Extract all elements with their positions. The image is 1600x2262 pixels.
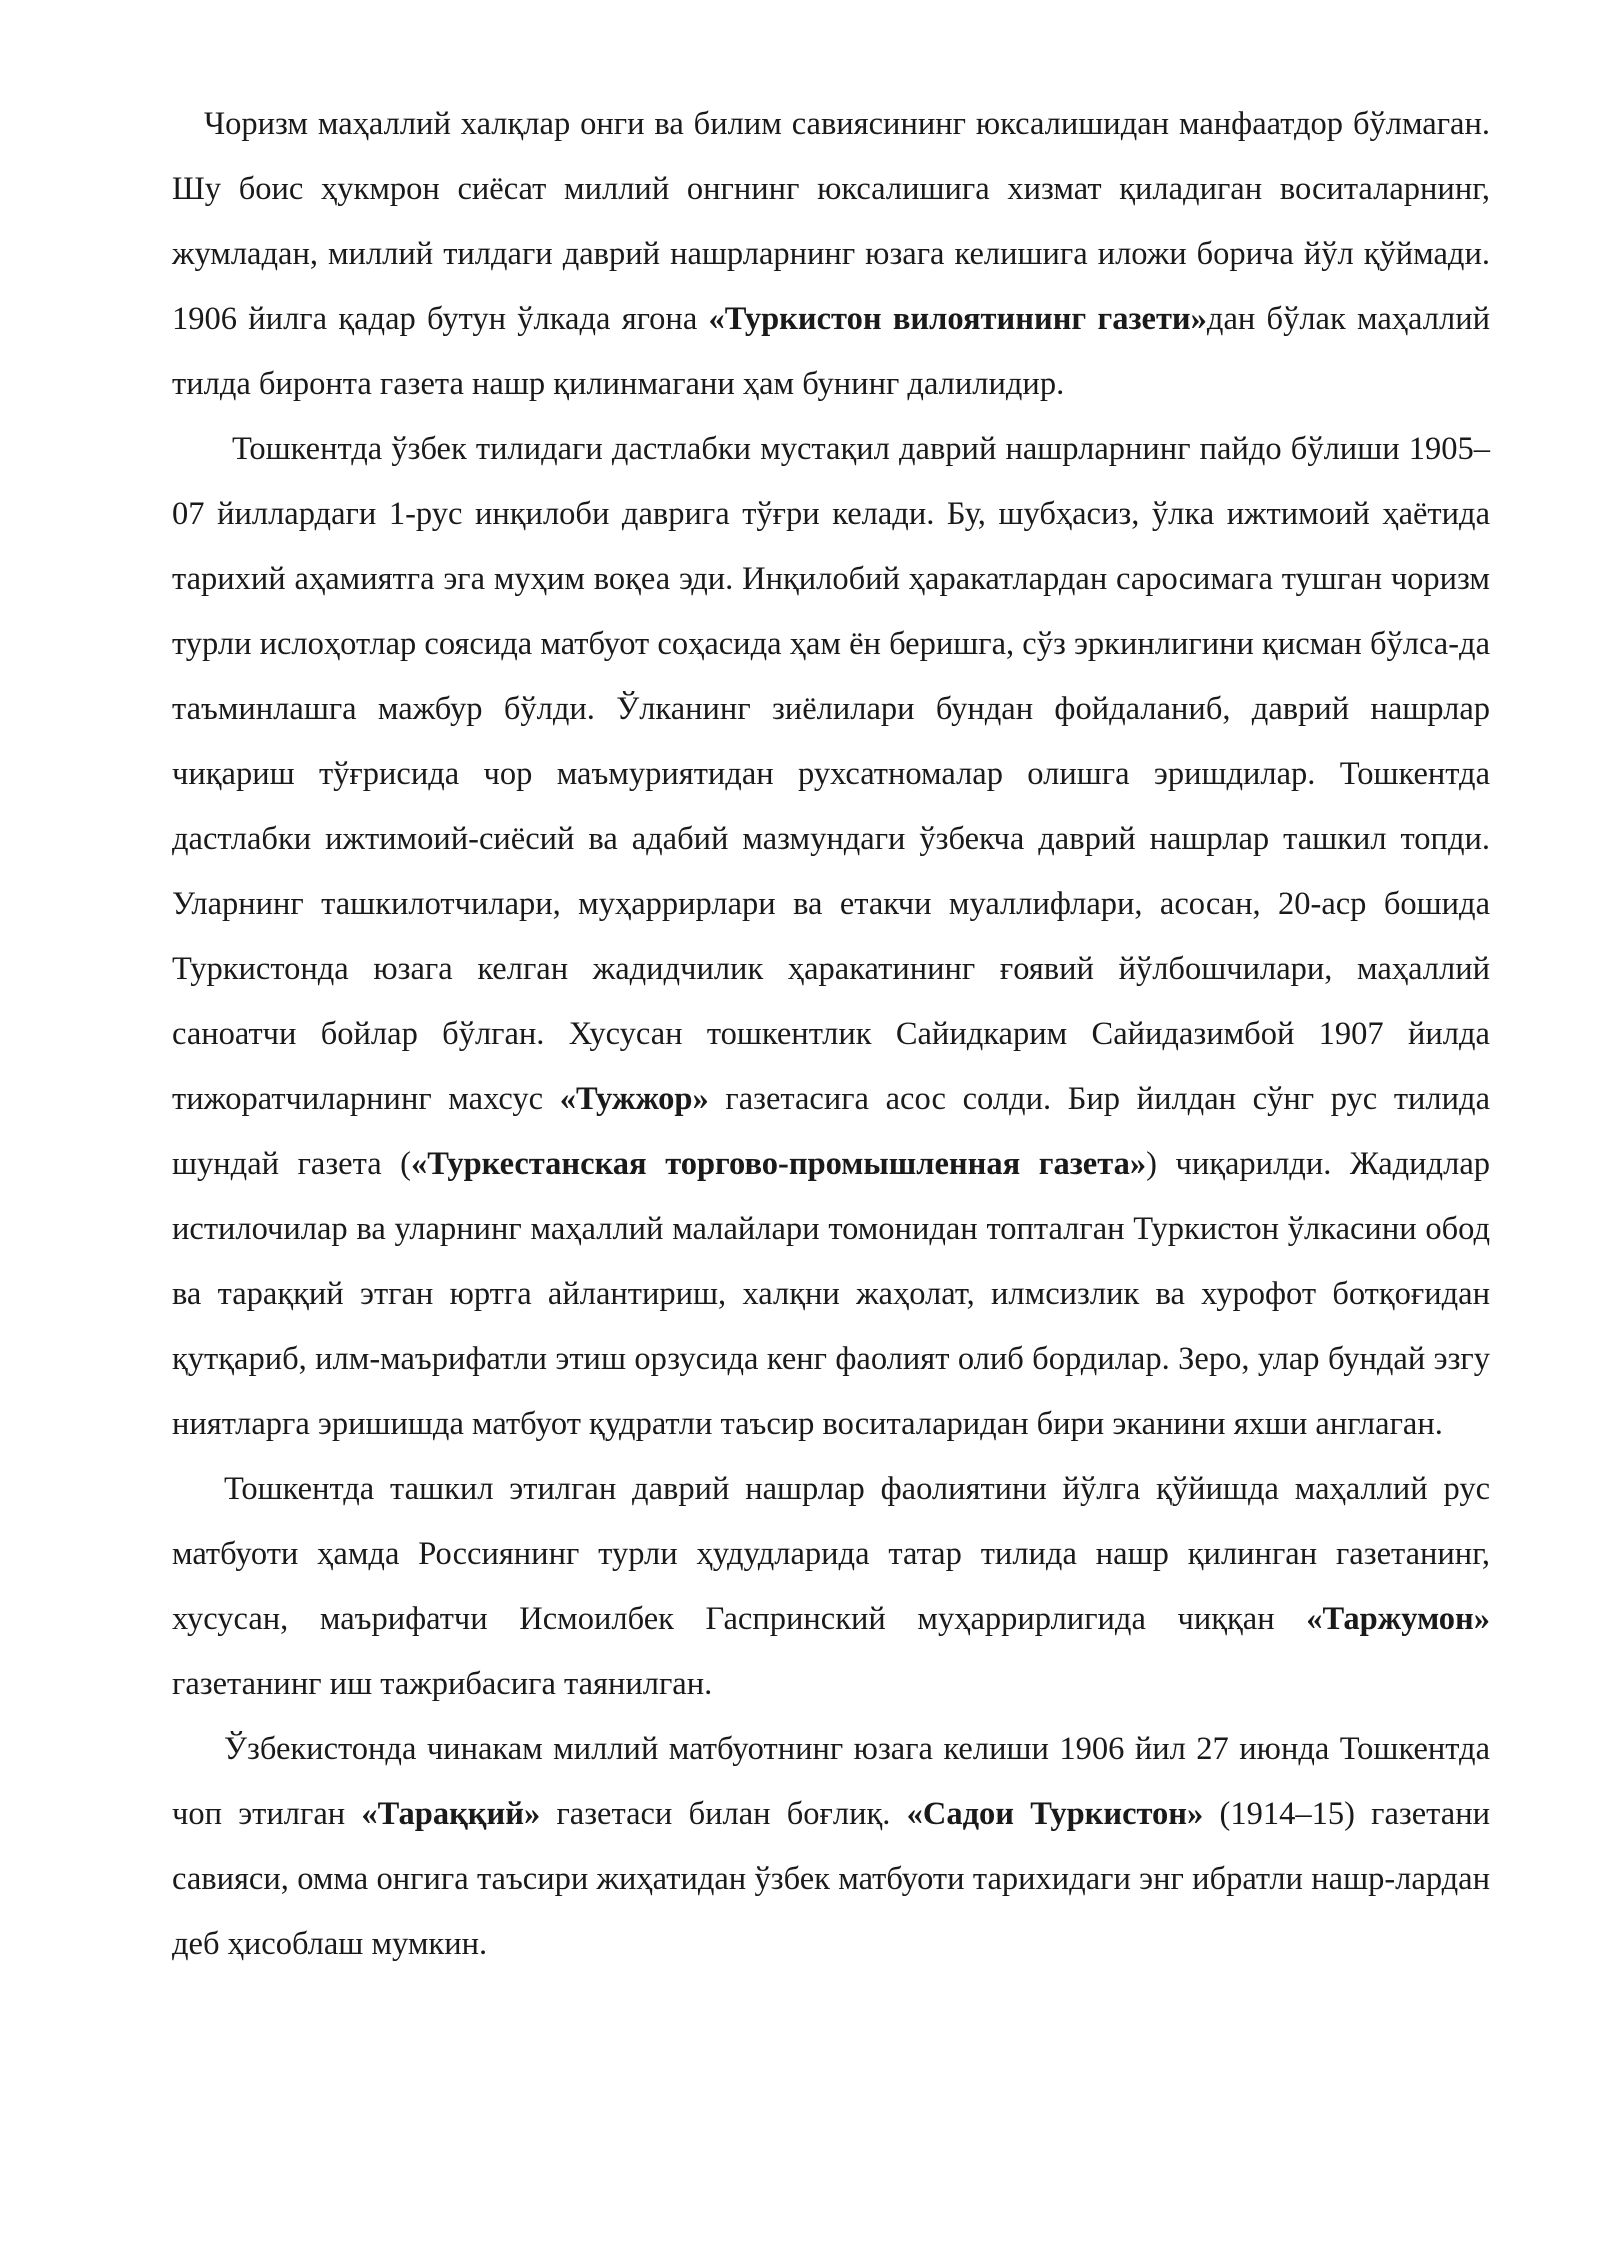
paragraph-2	[172, 417, 1490, 1457]
newspaper-title-sadoi-turkiston: «Садои Туркистон»	[906, 1796, 1204, 1832]
paragraph-1	[172, 92, 1490, 417]
newspaper-title-torgovo-promyshlennaya: «Туркестанская торгово-промышленная газета»	[411, 1146, 1147, 1182]
paragraph-1-text-2: дан бўлак маҳаллий тилда биронта газета нашр қилинмагани ҳам бунинг далилидир.	[172, 301, 1490, 402]
paragraph-3	[172, 1457, 1490, 1717]
paragraph-3-text-2: газетанинг иш тажрибасига таянилган.	[172, 1666, 713, 1702]
newspaper-title-tarjumon: «Таржумон»	[1306, 1601, 1490, 1637]
document-page	[172, 92, 1490, 1977]
paragraph-4	[172, 1717, 1490, 1977]
paragraph-2-text-1: Тошкентда ўзбек тилидаги дастлабки мустақил даврий нашрларнинг пайдо бўлиши 1905–07 йиллардаги 1-рус инқилоби даврига тўғри келади. Бу, шубҳасиз, ўлка ижтимоий ҳаётида тарихий аҳамиятга эга муҳим воқеа эди. Инқилобий ҳаракатлардан саросимага тушган чоризм турли ислоҳотлар соясида матбуот соҳасида ҳам ён беришга, сўз эркинлигини қисман бўлса-да таъминлашга мажбур бўлди. Ўлканинг зиёлилари бундан фойдаланиб, даврий нашрлар чиқариш тўғрисида чор маъмуриятидан рухсатномалар олишга эришдилар. Тошкентда дастлабки ижтимоий-сиёсий ва адабий мазмундаги ўзбекча даврий нашрлар ташкил топди. Уларнинг ташкилотчилари, муҳаррирлари ва етакчи муаллифлари, асосан, 20-аср бошида Туркистонда юзага келган жадидчилик ҳаракатининг ғоявий йўлбошчилари, маҳаллий саноатчи бойлар бўлган. Хусусан тошкентлик Сайидкарим Сайидазимбой 1907 йилда тижоратчиларнинг махсус	[172, 431, 1490, 1117]
paragraph-4-text-1: Ўзбекистонда чинакам миллий матбуотнинг юзага келиши 1906 йил 27 июнда Тошкентда чоп этилган	[172, 1731, 1490, 1832]
newspaper-title-taraqqiy: «Тараққий»	[361, 1796, 541, 1832]
newspaper-title-turkiston-viloyati: «Туркистон вилоятининг газети»	[708, 301, 1207, 337]
newspaper-title-tujjor: «Тужжор»	[559, 1081, 709, 1117]
paragraph-4-text-2: газетаси билан боғлиқ.	[540, 1796, 907, 1832]
paragraph-1-text-1: Чоризм маҳаллий халқлар онги ва билим савиясининг юксалишидан манфаатдор бўлмаган. Шу боис ҳукмрон сиёсат миллий онгнинг юксалишига хизмат қиладиган воситаларнинг, жумладан, миллий тилдаги даврий нашрларнинг юзага келишига иложи борича йўл қўймади. 1906 йилга қадар бутун ўлкада ягона	[172, 106, 1490, 337]
paragraph-2-text-2: газетасига асос солди. Бир йилдан сўнг рус тилида шундай газета (	[172, 1081, 1491, 1182]
paragraph-4-text-3: (1914–15) газетани савияси, омма онгига таъсири жиҳатидан ўзбек матбуоти тарихидаги энг ибратли нашр-лардан деб ҳисоблаш мумкин.	[172, 1796, 1490, 1962]
paragraph-3-text-1: Тошкентда ташкил этилган даврий нашрлар фаолиятини йўлга қўйишда маҳаллий рус матбуоти ҳамда Россиянинг турли ҳудудларида татар тилида нашр қилинган газетанинг, хусусан, маърифатчи Исмоилбек Гаспринский муҳаррирлигида чиққан	[172, 1471, 1490, 1637]
paragraph-2-text-3: ) чиқарилди. Жадидлар истилочилар ва уларнинг маҳаллий малайлари томонидан топталган Туркистон ўлкасини обод ва тараққий этган юртга айлантириш, халқни жаҳолат, илмсизлик ва хурофот ботқоғидан қутқариб, илм-маърифатли этиш орзусида кенг фаолият олиб бордилар. Зеро, улар бундай эзгу ниятларга эришишда матбуот қудратли таъсир воситаларидан бири эканини яхши англаган.	[172, 1146, 1490, 1442]
